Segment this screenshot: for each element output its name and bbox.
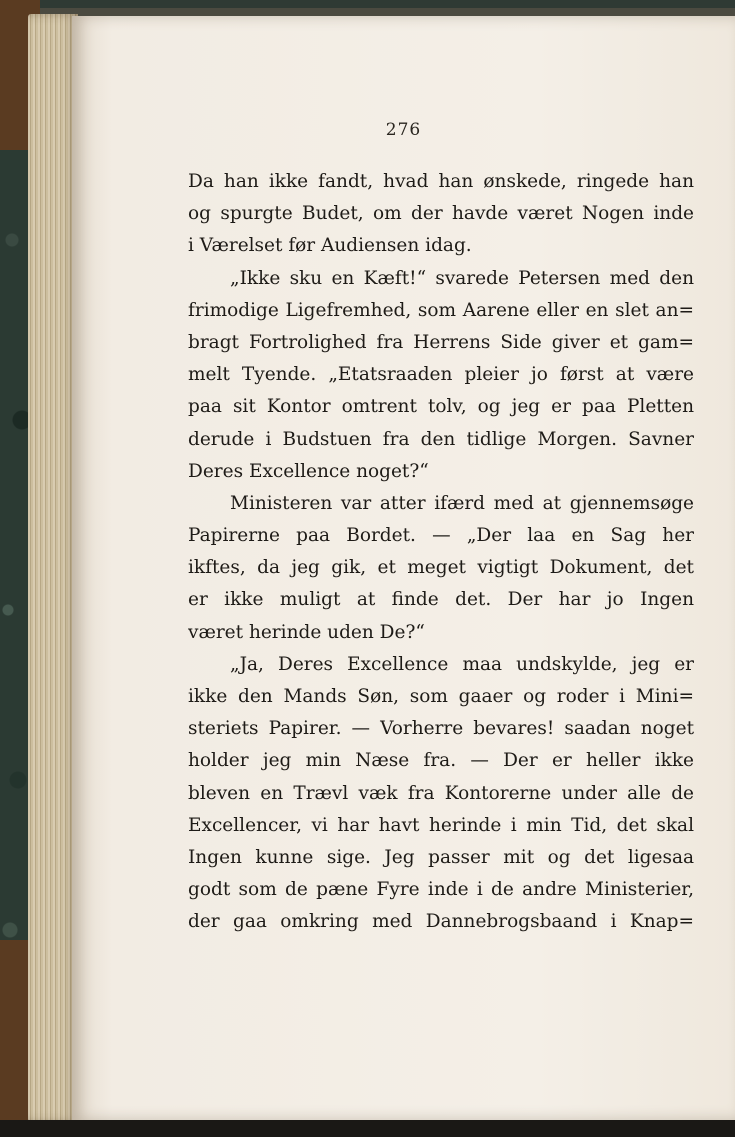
text-line: derude i Budstuen fra den tidlige Morgen. Savner bbox=[188, 428, 694, 450]
text-line: holder jeg min Næse fra. — Der er heller ikke bbox=[188, 750, 694, 772]
text-line: steriets Papirer. — Vorherre bevares! saadan noget bbox=[188, 718, 694, 740]
text-line: og spurgte Budet, om der havde været Nogen inde bbox=[188, 203, 694, 225]
page-edges bbox=[28, 14, 78, 1122]
text-line: Ministeren var atter ifærd med at gjennemsøge bbox=[230, 492, 694, 514]
text-line: bleven en Trævl væk fra Kontorerne under alle de bbox=[188, 782, 694, 804]
text-line: godt som de pæne Fyre inde i de andre Ministerier, bbox=[188, 879, 694, 901]
text-line: paa sit Kontor omtrent tolv, og jeg er paa Pletten bbox=[188, 396, 694, 418]
text-line: Deres Excellence noget?“ bbox=[188, 460, 429, 482]
text-line: ikke den Mands Søn, som gaaer og roder i Mini= bbox=[188, 686, 694, 707]
text-line: Ingen kunne sige. Jeg passer mit og det ligesaa bbox=[188, 846, 694, 868]
text-line: frimodige Ligefremhed, som Aarene eller en slet an= bbox=[188, 299, 694, 321]
text-line: melt Tyende. „Etatsraaden pleier jo først at være bbox=[188, 364, 694, 386]
text-line: „Ikke sku en Kæft!“ svarede Petersen med den bbox=[230, 267, 694, 289]
text-line: i Værelset før Audiensen idag. bbox=[188, 235, 472, 257]
text-line: Da han ikke fandt, hvad han ønskede, ringede han bbox=[188, 171, 694, 192]
text-line: Excellencer, vi har havt herinde i min Tid, det skal bbox=[188, 814, 694, 836]
body-text bbox=[188, 166, 694, 939]
book-page bbox=[72, 16, 735, 1120]
text-line: der gaa omkring med Dannebrogsbaand i Knap= bbox=[188, 911, 694, 933]
text-line: ikftes, da jeg gik, et meget vigtigt Dokument, det bbox=[188, 557, 694, 579]
page-number: 276 bbox=[385, 120, 422, 140]
text-line: er ikke muligt at finde det. Der har jo Ingen bbox=[188, 589, 694, 611]
text-line: „Ja, Deres Excellence maa undskylde, jeg er bbox=[230, 653, 694, 675]
text-line: Papirerne paa Bordet. — „Der laa en Sag her bbox=[188, 525, 694, 547]
text-line: været herinde uden De?“ bbox=[188, 621, 425, 643]
text-line: bragt Fortrolighed fra Herrens Side giver et gam= bbox=[188, 331, 694, 353]
bottom-edge bbox=[0, 1120, 735, 1137]
